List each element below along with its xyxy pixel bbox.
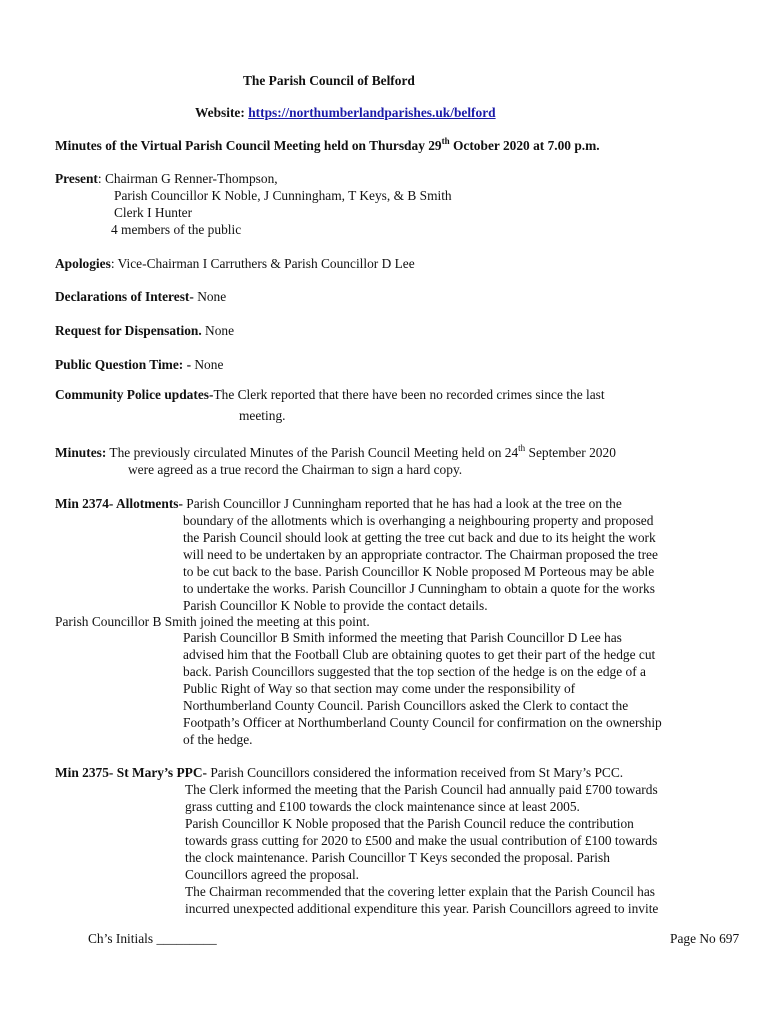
min2374-line: to undertake the works. Parish Councillor J Cunningham to obtain a quote for the works: [183, 581, 655, 596]
present-line-3: Clerk I Hunter: [114, 205, 193, 220]
dispensation-line: [55, 322, 234, 339]
apologies-line: [55, 255, 415, 272]
apologies-text: : Vice-Chairman I Carruthers & Parish Councillor D Lee: [110, 256, 415, 271]
apologies-label: Apologies: [55, 256, 111, 271]
min2375-line: Parish Councillor K Noble proposed that the Parish Council reduce the contribution: [185, 816, 634, 831]
present-line-1: [55, 170, 278, 187]
public-question-line: [55, 356, 223, 373]
public-question-text: None: [191, 357, 224, 372]
min2374-joined: Parish Councillor B Smith joined the meeting at this point.: [55, 614, 370, 629]
minutes-text-end: September 2020: [525, 445, 616, 460]
website-label: Website:: [195, 105, 245, 120]
min2374-text: Parish Councillor J Cunningham reported that he has had a look at the tree on the: [182, 496, 622, 511]
website-line: [195, 104, 496, 121]
min2374-line-1: [55, 495, 622, 512]
declarations-label: Declarations of Interest-: [55, 289, 194, 304]
present-line-2: Parish Councillor K Noble, J Cunningham, T Keys, & B Smith: [114, 188, 452, 203]
present-label: Present: [55, 171, 98, 186]
min2374-line: back. Parish Councillors suggested that the top section of the hedge is on the edge of a: [183, 664, 646, 679]
police-label: Community Police updates-: [55, 387, 214, 402]
min2374-line: advised him that the Football Club are obtaining quotes to get their part of the hedge cut: [183, 647, 656, 662]
min2375-line-1: [55, 764, 623, 781]
declarations-text: None: [193, 289, 227, 304]
min2374-line: Footpath’s Officer at Northumberland County Council for confirmation on the ownership: [183, 715, 662, 730]
present-text: : Chairman G Renner-Thompson,: [97, 171, 278, 186]
min2375-line: grass cutting and £100 towards the clock maintenance since at least 2005.: [185, 799, 580, 814]
min2374-line: of the hedge.: [183, 732, 253, 747]
min2375-line: incurred unexpected additional expenditure this year. Parish Councillors agreed to invite: [185, 901, 659, 916]
min2375-line: towards grass cutting for 2020 to £500 and make the usual contribution of £100 towards: [185, 833, 658, 848]
min2374-line: Parish Councillor B Smith informed the meeting that Parish Councillor D Lee has: [183, 630, 622, 645]
chairman-initials: Ch’s Initials _________: [88, 931, 217, 946]
council-title: The Parish Council of Belford: [243, 73, 415, 88]
min2374-line: Parish Councillor K Noble to provide the contact details.: [183, 598, 488, 613]
min2375-line: The Chairman recommended that the covering letter explain that the Parish Council has: [185, 884, 656, 899]
min2374-line: will need to be undertaken by an appropriate contractor. The Chairman proposed the tree: [183, 547, 658, 562]
min2375-text: Parish Councillors considered the information received from St Mary’s PCC.: [206, 765, 624, 780]
public-question-label: Public Question Time: -: [55, 357, 192, 372]
min2375-line: The Clerk informed the meeting that the Parish Council had annually paid £700 towards: [185, 782, 658, 797]
meeting-title-sup: th: [441, 135, 450, 146]
meeting-title: [55, 137, 600, 154]
min2374-label: Min 2374- Allotments-: [55, 496, 183, 511]
min2374-line: Public Right of Way so that section may come under the responsibility of: [183, 681, 576, 696]
dispensation-text: None: [201, 323, 235, 338]
minutes-line-1: [55, 444, 616, 461]
dispensation-label: Request for Dispensation.: [55, 323, 202, 338]
min2374-line: Northumberland County Council. Parish Councillors asked the Clerk to contact the: [183, 698, 629, 713]
police-line-2: meeting.: [239, 408, 286, 423]
page-number: Page No 697: [670, 931, 740, 946]
minutes-label: Minutes:: [55, 445, 107, 460]
min2375-line: the clock maintenance. Parish Councillor T Keys seconded the proposal. Parish: [185, 850, 610, 865]
meeting-title-text: Minutes of the Virtual Parish Council Meeting held on Thursday 29: [55, 138, 442, 153]
police-line-1: [55, 386, 605, 403]
min2374-line: boundary of the allotments which is overhanging a neighbouring property and proposed: [183, 513, 654, 528]
police-text: The Clerk reported that there have been no recorded crimes since the last: [213, 387, 605, 402]
min2375-line: Councillors agreed the proposal.: [185, 867, 360, 882]
minutes-sup: th: [518, 442, 526, 453]
website-link[interactable]: https://northumberlandparishes.uk/belford: [248, 105, 496, 120]
present-line-4: 4 members of the public: [111, 222, 242, 237]
min2374-line: to be cut back to the base. Parish Councillor K Noble proposed M Porteous may be able: [183, 564, 655, 579]
meeting-title-text-end: October 2020 at 7.00 p.m.: [449, 138, 600, 153]
min2374-line: the Parish Council should look at getting the tree cut back and due to its height the work: [183, 530, 656, 545]
minutes-line-2: were agreed as a true record the Chairman to sign a hard copy.: [128, 462, 463, 477]
declarations-line: [55, 288, 226, 305]
minutes-text: The previously circulated Minutes of the Parish Council Meeting held on 24: [106, 445, 519, 460]
min2375-label: Min 2375- St Mary’s PPC-: [55, 765, 207, 780]
